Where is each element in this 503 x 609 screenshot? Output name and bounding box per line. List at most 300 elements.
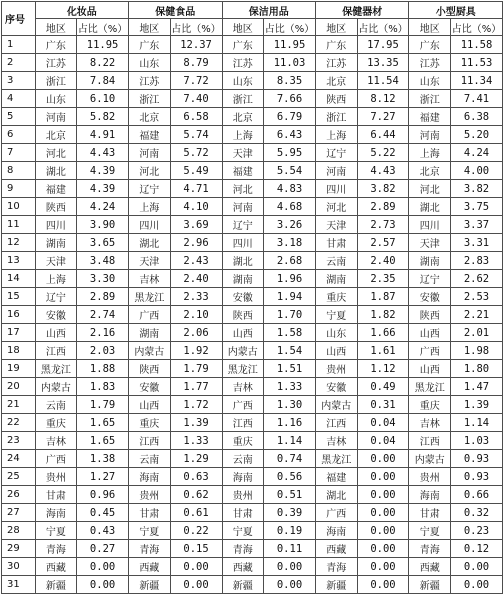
row-index: 15: [2, 288, 36, 306]
share-cell: 2.03: [77, 342, 129, 360]
region-cell: 北京: [35, 126, 77, 144]
share-cell: 0.19: [264, 522, 316, 540]
region-cell: 山西: [315, 342, 357, 360]
region-cell: 河南: [222, 198, 264, 216]
table-row: [2, 234, 503, 252]
region-cell: 河南: [315, 162, 357, 180]
share-cell: 1.54: [264, 342, 316, 360]
share-cell: 1.12: [357, 360, 409, 378]
share-cell: 2.83: [450, 252, 502, 270]
region-cell: 内蒙古: [222, 342, 264, 360]
region-cell: 山西: [129, 396, 171, 414]
share-cell: 0.00: [357, 450, 409, 468]
region-cell: 河北: [409, 180, 451, 198]
region-cell: 福建: [409, 108, 451, 126]
region-cell: 重庆: [129, 414, 171, 432]
region-cell: 内蒙古: [315, 396, 357, 414]
row-index: 28: [2, 522, 36, 540]
region-cell: 重庆: [35, 414, 77, 432]
share-cell: 0.32: [450, 504, 502, 522]
table-row: [2, 216, 503, 234]
share-cell: 0.27: [77, 540, 129, 558]
share-cell: 1.77: [170, 378, 222, 396]
share-cell: 2.68: [264, 252, 316, 270]
share-cell: 2.89: [357, 198, 409, 216]
row-index: 18: [2, 342, 36, 360]
share-cell: 6.38: [450, 108, 502, 126]
share-cell: 5.82: [77, 108, 129, 126]
region-cell: 新疆: [129, 576, 171, 594]
region-cell: 四川: [409, 216, 451, 234]
share-cell: 2.06: [170, 324, 222, 342]
region-cell: 河南: [409, 126, 451, 144]
table-row: [2, 180, 503, 198]
row-index: 8: [2, 162, 36, 180]
row-index: 9: [2, 180, 36, 198]
region-subheader: 地区: [409, 19, 451, 36]
share-subheader: 占比（%）: [264, 19, 316, 36]
region-cell: 河北: [222, 180, 264, 198]
row-index: 29: [2, 540, 36, 558]
share-cell: 1.47: [450, 378, 502, 396]
share-cell: 0.51: [264, 486, 316, 504]
row-index: 13: [2, 252, 36, 270]
header-row-categories: [2, 2, 503, 19]
share-cell: 1.38: [77, 450, 129, 468]
share-cell: 1.88: [77, 360, 129, 378]
region-cell: 贵州: [315, 360, 357, 378]
region-subheader: 地区: [315, 19, 357, 36]
share-cell: 3.82: [357, 180, 409, 198]
row-index: 24: [2, 450, 36, 468]
region-cell: 黑龙江: [222, 360, 264, 378]
region-cell: 江西: [409, 432, 451, 450]
share-cell: 0.04: [357, 432, 409, 450]
row-index: 31: [2, 576, 36, 594]
region-cell: 湖南: [409, 252, 451, 270]
share-cell: 1.70: [264, 306, 316, 324]
region-cell: 新疆: [222, 576, 264, 594]
share-cell: 2.53: [450, 288, 502, 306]
share-cell: 0.00: [264, 576, 316, 594]
region-cell: 天津: [315, 216, 357, 234]
table-row: [2, 468, 503, 486]
region-cell: 海南: [35, 504, 77, 522]
share-cell: 2.01: [450, 324, 502, 342]
region-cell: 湖北: [35, 162, 77, 180]
share-cell: 5.20: [450, 126, 502, 144]
table-row: [2, 54, 503, 72]
region-cell: 安徽: [315, 378, 357, 396]
table-row: [2, 540, 503, 558]
share-cell: 8.79: [170, 54, 222, 72]
table-row: [2, 360, 503, 378]
region-cell: 青海: [222, 540, 264, 558]
region-cell: 山西: [222, 324, 264, 342]
region-cell: 宁夏: [222, 522, 264, 540]
share-cell: 1.61: [357, 342, 409, 360]
share-table-container: [1, 1, 503, 594]
row-index: 25: [2, 468, 36, 486]
share-cell: 4.91: [77, 126, 129, 144]
share-cell: 4.39: [77, 180, 129, 198]
region-cell: 辽宁: [315, 144, 357, 162]
share-cell: 0.45: [77, 504, 129, 522]
share-cell: 0.56: [264, 468, 316, 486]
region-cell: 北京: [129, 108, 171, 126]
share-cell: 8.22: [77, 54, 129, 72]
region-cell: 四川: [315, 180, 357, 198]
region-cell: 广西: [315, 504, 357, 522]
region-cell: 宁夏: [35, 522, 77, 540]
share-cell: 1.65: [77, 432, 129, 450]
share-cell: 0.00: [357, 540, 409, 558]
table-row: [2, 432, 503, 450]
share-cell: 1.39: [450, 396, 502, 414]
region-cell: 湖南: [129, 324, 171, 342]
share-cell: 5.22: [357, 144, 409, 162]
region-cell: 湖南: [35, 234, 77, 252]
share-cell: 5.95: [264, 144, 316, 162]
share-cell: 5.49: [170, 162, 222, 180]
share-subheader: 占比（%）: [450, 19, 502, 36]
share-cell: 0.12: [450, 540, 502, 558]
share-cell: 0.66: [450, 486, 502, 504]
region-subheader: 地区: [35, 19, 77, 36]
region-cell: 黑龙江: [315, 450, 357, 468]
share-cell: 1.94: [264, 288, 316, 306]
share-cell: 7.84: [77, 72, 129, 90]
region-cell: 宁夏: [129, 522, 171, 540]
category-header: 保健器材: [315, 2, 408, 19]
region-cell: 浙江: [409, 90, 451, 108]
region-cell: 广西: [409, 342, 451, 360]
region-cell: 上海: [222, 126, 264, 144]
share-cell: 0.74: [264, 450, 316, 468]
table-row: [2, 450, 503, 468]
region-cell: 湖北: [222, 252, 264, 270]
region-cell: 青海: [409, 540, 451, 558]
share-cell: 1.82: [357, 306, 409, 324]
region-cell: 山东: [129, 54, 171, 72]
share-cell: 2.33: [170, 288, 222, 306]
table-row: [2, 414, 503, 432]
region-cell: 陕西: [222, 306, 264, 324]
table-row: [2, 558, 503, 576]
share-subheader: 占比（%）: [77, 19, 129, 36]
region-cell: 云南: [315, 252, 357, 270]
region-cell: 云南: [129, 450, 171, 468]
share-cell: 0.49: [357, 378, 409, 396]
share-cell: 2.43: [170, 252, 222, 270]
share-cell: 6.79: [264, 108, 316, 126]
region-cell: 江西: [315, 414, 357, 432]
share-cell: 1.98: [450, 342, 502, 360]
share-cell: 0.62: [170, 486, 222, 504]
region-cell: 云南: [35, 396, 77, 414]
region-cell: 青海: [129, 540, 171, 558]
share-subheader: 占比（%）: [170, 19, 222, 36]
region-cell: 安徽: [129, 378, 171, 396]
region-cell: 西藏: [409, 558, 451, 576]
region-cell: 湖南: [315, 270, 357, 288]
region-cell: 江西: [35, 342, 77, 360]
share-cell: 0.61: [170, 504, 222, 522]
region-cell: 福建: [129, 126, 171, 144]
region-cell: 安徽: [409, 288, 451, 306]
share-cell: 4.83: [264, 180, 316, 198]
share-cell: 1.33: [264, 378, 316, 396]
region-cell: 山东: [35, 90, 77, 108]
region-cell: 贵州: [222, 486, 264, 504]
share-cell: 1.72: [170, 396, 222, 414]
region-cell: 辽宁: [35, 288, 77, 306]
share-cell: 0.43: [77, 522, 129, 540]
region-cell: 河南: [35, 108, 77, 126]
table-row: [2, 72, 503, 90]
share-cell: 0.00: [357, 486, 409, 504]
region-cell: 西藏: [129, 558, 171, 576]
region-cell: 贵州: [35, 468, 77, 486]
share-cell: 0.39: [264, 504, 316, 522]
share-cell: 2.73: [357, 216, 409, 234]
row-index: 5: [2, 108, 36, 126]
region-cell: 福建: [35, 180, 77, 198]
share-cell: 3.69: [170, 216, 222, 234]
region-cell: 山东: [409, 72, 451, 90]
share-cell: 7.72: [170, 72, 222, 90]
share-cell: 0.00: [357, 576, 409, 594]
share-cell: 4.71: [170, 180, 222, 198]
share-cell: 2.16: [77, 324, 129, 342]
share-cell: 11.54: [357, 72, 409, 90]
row-index: 22: [2, 414, 36, 432]
share-cell: 1.92: [170, 342, 222, 360]
row-index: 6: [2, 126, 36, 144]
region-cell: 河北: [35, 144, 77, 162]
share-cell: 0.11: [264, 540, 316, 558]
share-cell: 2.10: [170, 306, 222, 324]
region-subheader: 地区: [129, 19, 171, 36]
share-cell: 2.57: [357, 234, 409, 252]
region-cell: 福建: [222, 162, 264, 180]
share-cell: 4.68: [264, 198, 316, 216]
share-cell: 1.29: [170, 450, 222, 468]
region-cell: 吉林: [315, 432, 357, 450]
share-cell: 0.00: [357, 558, 409, 576]
table-row: [2, 252, 503, 270]
share-cell: 3.18: [264, 234, 316, 252]
share-cell: 11.58: [450, 36, 502, 54]
region-cell: 陕西: [315, 90, 357, 108]
share-cell: 6.58: [170, 108, 222, 126]
region-cell: 甘肃: [315, 234, 357, 252]
region-cell: 四川: [35, 216, 77, 234]
table-row: [2, 306, 503, 324]
region-cell: 黑龙江: [129, 288, 171, 306]
share-cell: 0.00: [264, 558, 316, 576]
region-cell: 山西: [409, 360, 451, 378]
region-cell: 贵州: [129, 486, 171, 504]
table-row: [2, 396, 503, 414]
region-cell: 山东: [222, 72, 264, 90]
share-cell: 3.65: [77, 234, 129, 252]
region-cell: 海南: [409, 486, 451, 504]
header-row-subheaders: [2, 19, 503, 36]
share-cell: 1.79: [170, 360, 222, 378]
share-cell: 0.04: [357, 414, 409, 432]
share-cell: 0.00: [357, 504, 409, 522]
region-cell: 新疆: [409, 576, 451, 594]
share-cell: 1.65: [77, 414, 129, 432]
region-cell: 江西: [222, 414, 264, 432]
region-cell: 广东: [315, 36, 357, 54]
share-cell: 0.93: [450, 450, 502, 468]
share-cell: 1.30: [264, 396, 316, 414]
share-cell: 1.66: [357, 324, 409, 342]
table-row: [2, 288, 503, 306]
row-index: 4: [2, 90, 36, 108]
region-cell: 西藏: [35, 558, 77, 576]
share-cell: 1.83: [77, 378, 129, 396]
category-header: 保洁用品: [222, 2, 315, 19]
row-index: 30: [2, 558, 36, 576]
region-cell: 海南: [222, 468, 264, 486]
share-cell: 0.63: [170, 468, 222, 486]
share-cell: 0.31: [357, 396, 409, 414]
row-index: 16: [2, 306, 36, 324]
region-cell: 吉林: [35, 432, 77, 450]
region-cell: 天津: [409, 234, 451, 252]
region-cell: 江苏: [409, 54, 451, 72]
share-cell: 5.54: [264, 162, 316, 180]
region-cell: 内蒙古: [129, 342, 171, 360]
share-cell: 0.00: [357, 522, 409, 540]
region-cell: 海南: [129, 468, 171, 486]
region-cell: 江苏: [222, 54, 264, 72]
row-index: 10: [2, 198, 36, 216]
share-cell: 7.66: [264, 90, 316, 108]
region-cell: 云南: [222, 450, 264, 468]
share-cell: 0.93: [450, 468, 502, 486]
share-cell: 11.34: [450, 72, 502, 90]
table-row: [2, 108, 503, 126]
region-cell: 广东: [222, 36, 264, 54]
region-cell: 海南: [315, 522, 357, 540]
share-cell: 0.00: [450, 558, 502, 576]
share-cell: 8.12: [357, 90, 409, 108]
row-index: 14: [2, 270, 36, 288]
region-cell: 四川: [222, 234, 264, 252]
region-cell: 湖北: [315, 486, 357, 504]
region-cell: 湖南: [222, 270, 264, 288]
row-index: 27: [2, 504, 36, 522]
share-cell: 3.31: [450, 234, 502, 252]
region-cell: 福建: [315, 468, 357, 486]
region-cell: 陕西: [35, 198, 77, 216]
table-row: [2, 576, 503, 594]
region-cell: 山东: [315, 324, 357, 342]
share-cell: 0.15: [170, 540, 222, 558]
share-cell: 2.89: [77, 288, 129, 306]
row-index: 26: [2, 486, 36, 504]
share-cell: 1.58: [264, 324, 316, 342]
share-cell: 4.10: [170, 198, 222, 216]
region-cell: 新疆: [35, 576, 77, 594]
row-index: 21: [2, 396, 36, 414]
table-body: [2, 2, 503, 594]
region-cell: 西藏: [222, 558, 264, 576]
row-index: 1: [2, 36, 36, 54]
share-cell: 4.43: [77, 144, 129, 162]
share-cell: 1.39: [170, 414, 222, 432]
share-cell: 3.82: [450, 180, 502, 198]
region-cell: 山西: [409, 324, 451, 342]
table-row: [2, 324, 503, 342]
share-cell: 4.24: [450, 144, 502, 162]
region-cell: 天津: [222, 144, 264, 162]
share-cell: 11.53: [450, 54, 502, 72]
table-row: [2, 378, 503, 396]
table-row: [2, 126, 503, 144]
region-cell: 上海: [409, 144, 451, 162]
region-cell: 江苏: [129, 72, 171, 90]
region-cell: 吉林: [222, 378, 264, 396]
region-cell: 青海: [35, 540, 77, 558]
share-cell: 1.80: [450, 360, 502, 378]
region-cell: 上海: [129, 198, 171, 216]
share-cell: 6.43: [264, 126, 316, 144]
row-index: 20: [2, 378, 36, 396]
share-cell: 0.00: [170, 558, 222, 576]
region-cell: 广西: [222, 396, 264, 414]
category-header: 化妆品: [35, 2, 128, 19]
region-cell: 浙江: [129, 90, 171, 108]
region-cell: 辽宁: [409, 270, 451, 288]
share-cell: 4.39: [77, 162, 129, 180]
region-cell: 吉林: [129, 270, 171, 288]
share-subheader: 占比（%）: [357, 19, 409, 36]
region-cell: 甘肃: [222, 504, 264, 522]
region-cell: 上海: [35, 270, 77, 288]
share-cell: 11.95: [264, 36, 316, 54]
region-cell: 河南: [129, 144, 171, 162]
table-row: [2, 270, 503, 288]
region-cell: 重庆: [315, 288, 357, 306]
region-cell: 北京: [315, 72, 357, 90]
row-index: 23: [2, 432, 36, 450]
share-cell: 3.90: [77, 216, 129, 234]
region-cell: 重庆: [409, 396, 451, 414]
share-cell: 8.35: [264, 72, 316, 90]
region-cell: 浙江: [35, 72, 77, 90]
share-cell: 13.35: [357, 54, 409, 72]
region-cell: 西藏: [315, 540, 357, 558]
share-cell: 1.79: [77, 396, 129, 414]
row-index: 2: [2, 54, 36, 72]
share-cell: 11.03: [264, 54, 316, 72]
region-cell: 四川: [129, 216, 171, 234]
region-cell: 河北: [315, 198, 357, 216]
share-cell: 2.40: [357, 252, 409, 270]
region-cell: 甘肃: [409, 504, 451, 522]
region-cell: 内蒙古: [35, 378, 77, 396]
table-row: [2, 198, 503, 216]
share-cell: 5.72: [170, 144, 222, 162]
region-cell: 吉林: [409, 414, 451, 432]
regional-share-table: [1, 1, 503, 594]
region-cell: 广东: [409, 36, 451, 54]
